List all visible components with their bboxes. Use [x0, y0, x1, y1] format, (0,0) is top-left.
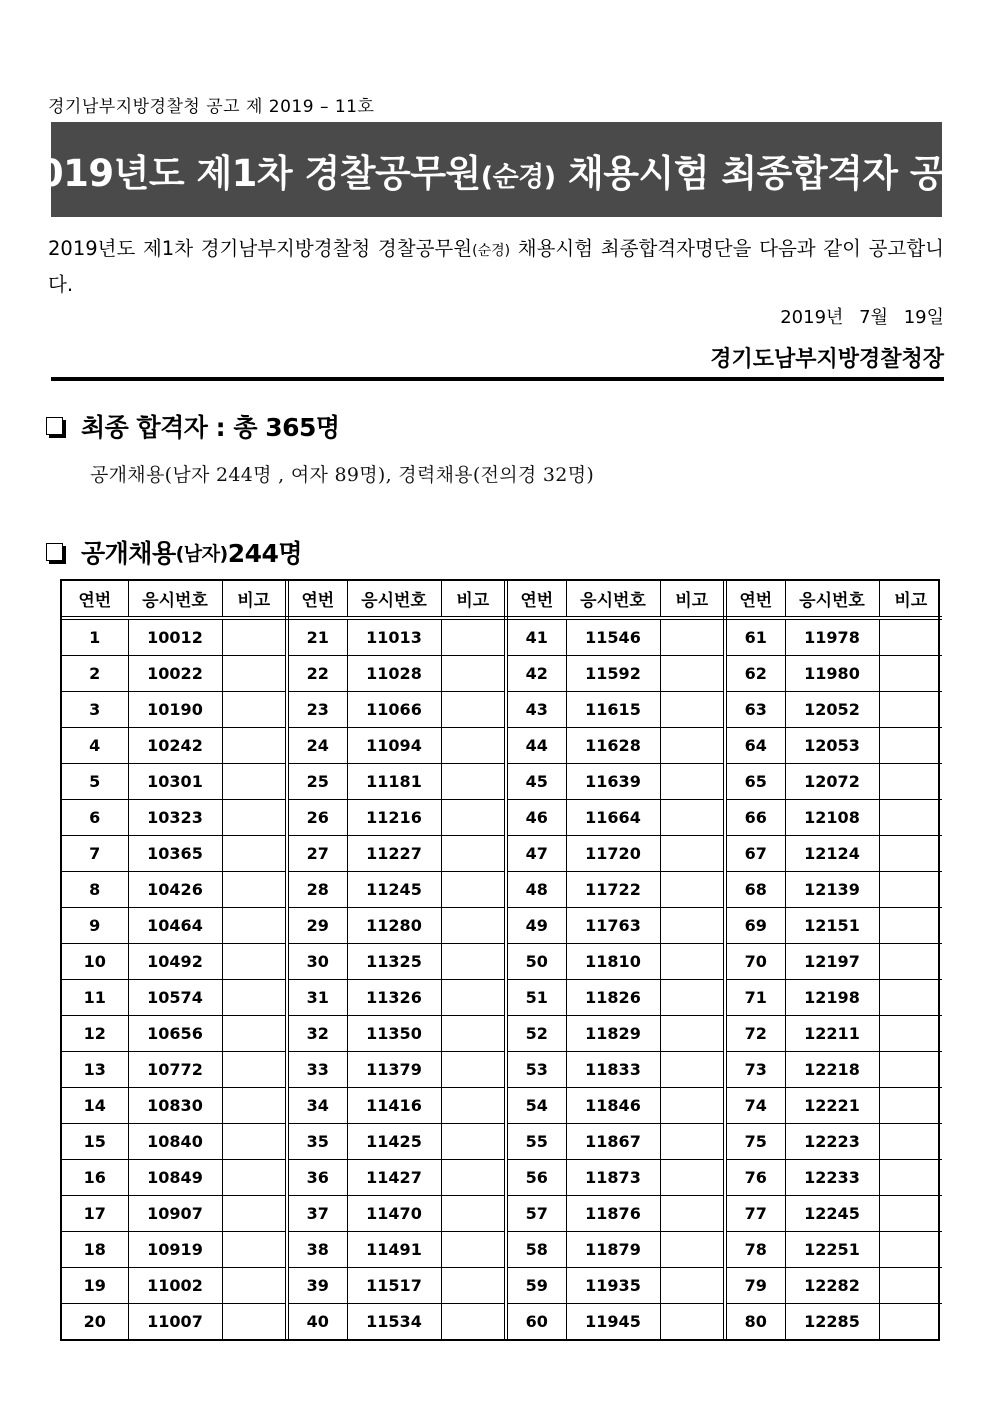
cell-applicant-number: 12245: [785, 1196, 879, 1232]
cell-applicant-number: 11028: [347, 656, 441, 692]
cell-serial-number: 77: [725, 1196, 785, 1232]
cell-applicant-number: 11280: [347, 908, 441, 944]
cell-applicant-number: 11945: [566, 1304, 660, 1340]
cell-remarks: [660, 1232, 725, 1268]
cell-applicant-number: 11427: [347, 1160, 441, 1196]
cell-applicant-number: 12218: [785, 1052, 879, 1088]
cell-remarks: [660, 1088, 725, 1124]
cell-serial-number: 45: [506, 764, 566, 800]
cell-serial-number: 54: [506, 1088, 566, 1124]
cell-applicant-number: 11007: [128, 1304, 222, 1340]
cell-serial-number: 10: [62, 944, 128, 980]
cell-serial-number: 28: [287, 872, 347, 908]
checkbox-bullet-icon: [46, 543, 63, 561]
title-part-2: 채용시험 최종합격자 공고: [555, 151, 981, 195]
cell-applicant-number: 12211: [785, 1016, 879, 1052]
cell-serial-number: 38: [287, 1232, 347, 1268]
cell-applicant-number: 11867: [566, 1124, 660, 1160]
cell-remarks: [441, 728, 506, 764]
cell-applicant-number: 11763: [566, 908, 660, 944]
column-header-remarks: 비고: [660, 581, 725, 618]
cell-remarks: [660, 1304, 725, 1340]
table-row: [62, 1124, 942, 1160]
cell-applicant-number: 11416: [347, 1088, 441, 1124]
cell-serial-number: 62: [725, 656, 785, 692]
cell-applicant-number: 11592: [566, 656, 660, 692]
cell-serial-number: 63: [725, 692, 785, 728]
table-row: [62, 836, 942, 872]
cell-applicant-number: 12053: [785, 728, 879, 764]
title-banner: [12, 122, 981, 217]
cell-applicant-number: 10656: [128, 1016, 222, 1052]
table-row: [62, 1052, 942, 1088]
cell-applicant-number: 12285: [785, 1304, 879, 1340]
cell-serial-number: 27: [287, 836, 347, 872]
cell-remarks: [222, 618, 287, 656]
page-title: [13, 143, 981, 197]
cell-serial-number: 76: [725, 1160, 785, 1196]
cell-remarks: [879, 1052, 942, 1088]
cell-serial-number: 47: [506, 836, 566, 872]
cell-serial-number: 37: [287, 1196, 347, 1232]
cell-applicant-number: 11935: [566, 1268, 660, 1304]
notice-number: 경기남부지방경찰청 공고 제 2019 – 11호: [48, 97, 375, 117]
cell-serial-number: 23: [287, 692, 347, 728]
cell-applicant-number: 10365: [128, 836, 222, 872]
cell-serial-number: 70: [725, 944, 785, 980]
cell-serial-number: 43: [506, 692, 566, 728]
cell-serial-number: 61: [725, 618, 785, 656]
cell-applicant-number: 12251: [785, 1232, 879, 1268]
cell-applicant-number: 10840: [128, 1124, 222, 1160]
cell-remarks: [660, 1196, 725, 1232]
cell-applicant-number: 11350: [347, 1016, 441, 1052]
cell-serial-number: 30: [287, 944, 347, 980]
cell-remarks: [222, 728, 287, 764]
summary-heading: [46, 408, 340, 444]
cell-applicant-number: 10907: [128, 1196, 222, 1232]
cell-serial-number: 9: [62, 908, 128, 944]
cell-serial-number: 29: [287, 908, 347, 944]
cell-serial-number: 26: [287, 800, 347, 836]
cell-applicant-number: 12197: [785, 944, 879, 980]
cell-remarks: [441, 1160, 506, 1196]
cell-remarks: [879, 1268, 942, 1304]
cell-serial-number: 35: [287, 1124, 347, 1160]
cell-applicant-number: 11826: [566, 980, 660, 1016]
cell-applicant-number: 11216: [347, 800, 441, 836]
cell-applicant-number: 11013: [347, 618, 441, 656]
cell-applicant-number: 11379: [347, 1052, 441, 1088]
cell-serial-number: 60: [506, 1304, 566, 1340]
table-row: [62, 728, 942, 764]
cell-remarks: [879, 836, 942, 872]
cell-remarks: [222, 1232, 287, 1268]
cell-serial-number: 33: [287, 1052, 347, 1088]
cell-remarks: [222, 1052, 287, 1088]
intro-part-2: 채용시험 최종합격자명단을 다음과 같이 공고합니다.: [48, 237, 944, 296]
cell-remarks: [441, 1196, 506, 1232]
cell-applicant-number: 12124: [785, 836, 879, 872]
table-row: [62, 1232, 942, 1268]
table-row: [62, 1196, 942, 1232]
cell-applicant-number: 11873: [566, 1160, 660, 1196]
table-heading-count: 244명: [227, 539, 303, 568]
cell-serial-number: 21: [287, 618, 347, 656]
cell-applicant-number: 11980: [785, 656, 879, 692]
cell-remarks: [660, 1160, 725, 1196]
cell-serial-number: 75: [725, 1124, 785, 1160]
cell-serial-number: 25: [287, 764, 347, 800]
cell-serial-number: 2: [62, 656, 128, 692]
cell-applicant-number: 11720: [566, 836, 660, 872]
table-row: [62, 980, 942, 1016]
cell-applicant-number: 12282: [785, 1268, 879, 1304]
cell-applicant-number: 11722: [566, 872, 660, 908]
cell-applicant-number: 12221: [785, 1088, 879, 1124]
title-part-1: 2019년도 제1차 경찰공무원: [12, 151, 481, 195]
cell-serial-number: 6: [62, 800, 128, 836]
cell-remarks: [879, 656, 942, 692]
cell-serial-number: 4: [62, 728, 128, 764]
cell-remarks: [441, 1268, 506, 1304]
cell-serial-number: 17: [62, 1196, 128, 1232]
table-heading-paren: (남자): [175, 542, 228, 565]
cell-serial-number: 40: [287, 1304, 347, 1340]
cell-remarks: [660, 1052, 725, 1088]
cell-applicant-number: 11879: [566, 1232, 660, 1268]
table-row: [62, 656, 942, 692]
cell-remarks: [222, 1160, 287, 1196]
cell-remarks: [441, 908, 506, 944]
cell-serial-number: 24: [287, 728, 347, 764]
cell-applicant-number: 11517: [347, 1268, 441, 1304]
table-row: [62, 944, 942, 980]
cell-remarks: [441, 1304, 506, 1340]
column-header-applicant-number: 응시번호: [347, 581, 441, 618]
cell-remarks: [441, 1088, 506, 1124]
cell-remarks: [660, 728, 725, 764]
cell-remarks: [441, 1232, 506, 1268]
cell-serial-number: 50: [506, 944, 566, 980]
column-header-applicant-number: 응시번호: [128, 581, 222, 618]
cell-remarks: [660, 980, 725, 1016]
cell-applicant-number: 10426: [128, 872, 222, 908]
intro-paragraph: [48, 232, 944, 301]
cell-applicant-number: 12139: [785, 872, 879, 908]
cell-serial-number: 46: [506, 800, 566, 836]
cell-serial-number: 78: [725, 1232, 785, 1268]
cell-applicant-number: 11628: [566, 728, 660, 764]
table-row: [62, 618, 942, 656]
table-row: [62, 872, 942, 908]
table-heading-main: 공개채용: [81, 539, 176, 568]
cell-serial-number: 32: [287, 1016, 347, 1052]
table-row: [62, 692, 942, 728]
cell-serial-number: 64: [725, 728, 785, 764]
cell-applicant-number: 12198: [785, 980, 879, 1016]
cell-remarks: [660, 872, 725, 908]
cell-applicant-number: 11245: [347, 872, 441, 908]
results-table: [60, 579, 940, 1341]
cell-applicant-number: 10464: [128, 908, 222, 944]
cell-serial-number: 18: [62, 1232, 128, 1268]
cell-applicant-number: 11534: [347, 1304, 441, 1340]
cell-remarks: [441, 1016, 506, 1052]
cell-remarks: [222, 800, 287, 836]
cell-serial-number: 71: [725, 980, 785, 1016]
cell-serial-number: 55: [506, 1124, 566, 1160]
cell-serial-number: 53: [506, 1052, 566, 1088]
cell-serial-number: 44: [506, 728, 566, 764]
cell-applicant-number: 11846: [566, 1088, 660, 1124]
column-header-remarks: 비고: [879, 581, 942, 618]
cell-serial-number: 74: [725, 1088, 785, 1124]
cell-remarks: [222, 836, 287, 872]
table-row: [62, 764, 942, 800]
cell-applicant-number: 11546: [566, 618, 660, 656]
column-header-serial-number: 연번: [62, 581, 128, 618]
cell-remarks: [879, 764, 942, 800]
cell-applicant-number: 11227: [347, 836, 441, 872]
cell-remarks: [222, 1304, 287, 1340]
cell-remarks: [879, 980, 942, 1016]
cell-applicant-number: 12072: [785, 764, 879, 800]
cell-applicant-number: 10574: [128, 980, 222, 1016]
cell-applicant-number: 10772: [128, 1052, 222, 1088]
cell-remarks: [222, 908, 287, 944]
column-header-serial-number: 연번: [287, 581, 347, 618]
intro-paren: (순경): [472, 243, 511, 259]
cell-serial-number: 1: [62, 618, 128, 656]
cell-applicant-number: 11876: [566, 1196, 660, 1232]
cell-remarks: [879, 1232, 942, 1268]
cell-remarks: [660, 1124, 725, 1160]
cell-serial-number: 51: [506, 980, 566, 1016]
cell-applicant-number: 10492: [128, 944, 222, 980]
cell-remarks: [441, 872, 506, 908]
cell-remarks: [660, 836, 725, 872]
cell-applicant-number: 12223: [785, 1124, 879, 1160]
cell-serial-number: 69: [725, 908, 785, 944]
cell-serial-number: 57: [506, 1196, 566, 1232]
cell-remarks: [879, 872, 942, 908]
cell-remarks: [222, 1124, 287, 1160]
cell-serial-number: 72: [725, 1016, 785, 1052]
cell-serial-number: 19: [62, 1268, 128, 1304]
column-header-serial-number: 연번: [506, 581, 566, 618]
cell-remarks: [879, 1160, 942, 1196]
checkbox-bullet-icon: [46, 417, 63, 435]
cell-applicant-number: 10301: [128, 764, 222, 800]
cell-serial-number: 20: [62, 1304, 128, 1340]
cell-applicant-number: 11425: [347, 1124, 441, 1160]
intro-part-1: 2019년도 제1차 경기남부지방경찰청 경찰공무원: [48, 237, 473, 260]
cell-applicant-number: 11978: [785, 618, 879, 656]
table-row: [62, 908, 942, 944]
cell-serial-number: 7: [62, 836, 128, 872]
cell-applicant-number: 10323: [128, 800, 222, 836]
column-header-remarks: 비고: [441, 581, 506, 618]
divider-rule: [51, 377, 944, 381]
cell-applicant-number: 11829: [566, 1016, 660, 1052]
cell-serial-number: 14: [62, 1088, 128, 1124]
cell-serial-number: 58: [506, 1232, 566, 1268]
cell-serial-number: 22: [287, 656, 347, 692]
cell-remarks: [441, 692, 506, 728]
cell-applicant-number: 11470: [347, 1196, 441, 1232]
cell-remarks: [441, 656, 506, 692]
cell-remarks: [441, 1052, 506, 1088]
cell-remarks: [879, 1196, 942, 1232]
table-row: [62, 1304, 942, 1340]
cell-remarks: [660, 692, 725, 728]
cell-remarks: [660, 618, 725, 656]
cell-serial-number: 39: [287, 1268, 347, 1304]
summary-detail: 공개채용(남자 244명 , 여자 89명), 경력채용(전의경 32명): [90, 464, 595, 486]
notice-date: 2019년 7월 19일: [780, 307, 944, 328]
cell-remarks: [222, 656, 287, 692]
column-header-applicant-number: 응시번호: [785, 581, 879, 618]
cell-remarks: [222, 1196, 287, 1232]
cell-serial-number: 67: [725, 836, 785, 872]
cell-remarks: [660, 1016, 725, 1052]
cell-applicant-number: 11810: [566, 944, 660, 980]
cell-remarks: [879, 618, 942, 656]
cell-remarks: [660, 944, 725, 980]
issuer-name: 경기도남부지방경찰청장: [710, 347, 944, 372]
cell-serial-number: 3: [62, 692, 128, 728]
cell-remarks: [222, 692, 287, 728]
cell-serial-number: 68: [725, 872, 785, 908]
cell-remarks: [441, 764, 506, 800]
cell-remarks: [222, 1268, 287, 1304]
cell-applicant-number: 11326: [347, 980, 441, 1016]
cell-remarks: [441, 836, 506, 872]
cell-remarks: [879, 1016, 942, 1052]
cell-applicant-number: 12108: [785, 800, 879, 836]
cell-applicant-number: 11181: [347, 764, 441, 800]
cell-remarks: [441, 800, 506, 836]
column-header-remarks: 비고: [222, 581, 287, 618]
cell-applicant-number: 10919: [128, 1232, 222, 1268]
cell-serial-number: 59: [506, 1268, 566, 1304]
cell-remarks: [879, 800, 942, 836]
cell-remarks: [222, 872, 287, 908]
cell-serial-number: 80: [725, 1304, 785, 1340]
table-row: [62, 800, 942, 836]
cell-remarks: [879, 1304, 942, 1340]
cell-applicant-number: 11833: [566, 1052, 660, 1088]
cell-applicant-number: 11066: [347, 692, 441, 728]
cell-remarks: [879, 728, 942, 764]
cell-serial-number: 79: [725, 1268, 785, 1304]
cell-serial-number: 41: [506, 618, 566, 656]
cell-serial-number: 8: [62, 872, 128, 908]
cell-remarks: [222, 1016, 287, 1052]
cell-remarks: [222, 980, 287, 1016]
table-row: [62, 1160, 942, 1196]
cell-remarks: [222, 1088, 287, 1124]
cell-remarks: [660, 800, 725, 836]
cell-serial-number: 52: [506, 1016, 566, 1052]
cell-applicant-number: 12233: [785, 1160, 879, 1196]
cell-serial-number: 15: [62, 1124, 128, 1160]
cell-serial-number: 13: [62, 1052, 128, 1088]
cell-remarks: [441, 980, 506, 1016]
cell-remarks: [879, 692, 942, 728]
cell-serial-number: 65: [725, 764, 785, 800]
cell-applicant-number: 10022: [128, 656, 222, 692]
cell-serial-number: 5: [62, 764, 128, 800]
cell-applicant-number: 12151: [785, 908, 879, 944]
cell-applicant-number: 10190: [128, 692, 222, 728]
cell-remarks: [441, 618, 506, 656]
cell-serial-number: 11: [62, 980, 128, 1016]
table-row: [62, 1268, 942, 1304]
cell-applicant-number: 10012: [128, 618, 222, 656]
cell-serial-number: 31: [287, 980, 347, 1016]
cell-remarks: [879, 1088, 942, 1124]
cell-applicant-number: 11664: [566, 800, 660, 836]
table-header-row: [62, 581, 942, 618]
cell-applicant-number: 11002: [128, 1268, 222, 1304]
table-row: [62, 1088, 942, 1124]
summary-heading-text: 최종 합격자 : 총 365명: [81, 413, 340, 442]
cell-applicant-number: 12052: [785, 692, 879, 728]
cell-serial-number: 12: [62, 1016, 128, 1052]
cell-applicant-number: 11325: [347, 944, 441, 980]
table-row: [62, 1016, 942, 1052]
cell-remarks: [879, 944, 942, 980]
cell-remarks: [222, 764, 287, 800]
cell-serial-number: 56: [506, 1160, 566, 1196]
cell-applicant-number: 11491: [347, 1232, 441, 1268]
column-header-serial-number: 연번: [725, 581, 785, 618]
cell-applicant-number: 10830: [128, 1088, 222, 1124]
cell-remarks: [879, 908, 942, 944]
cell-remarks: [222, 944, 287, 980]
cell-serial-number: 16: [62, 1160, 128, 1196]
cell-remarks: [660, 764, 725, 800]
cell-applicant-number: 11615: [566, 692, 660, 728]
cell-applicant-number: 10242: [128, 728, 222, 764]
cell-serial-number: 36: [287, 1160, 347, 1196]
cell-remarks: [441, 1124, 506, 1160]
cell-remarks: [660, 908, 725, 944]
cell-remarks: [660, 656, 725, 692]
cell-serial-number: 66: [725, 800, 785, 836]
cell-applicant-number: 11639: [566, 764, 660, 800]
cell-serial-number: 34: [287, 1088, 347, 1124]
cell-remarks: [441, 944, 506, 980]
cell-applicant-number: 10849: [128, 1160, 222, 1196]
cell-serial-number: 48: [506, 872, 566, 908]
cell-serial-number: 49: [506, 908, 566, 944]
cell-applicant-number: 11094: [347, 728, 441, 764]
column-header-applicant-number: 응시번호: [566, 581, 660, 618]
cell-serial-number: 73: [725, 1052, 785, 1088]
cell-serial-number: 42: [506, 656, 566, 692]
title-paren: (순경): [480, 161, 556, 193]
table-heading: [46, 534, 302, 570]
cell-remarks: [879, 1124, 942, 1160]
cell-remarks: [660, 1268, 725, 1304]
